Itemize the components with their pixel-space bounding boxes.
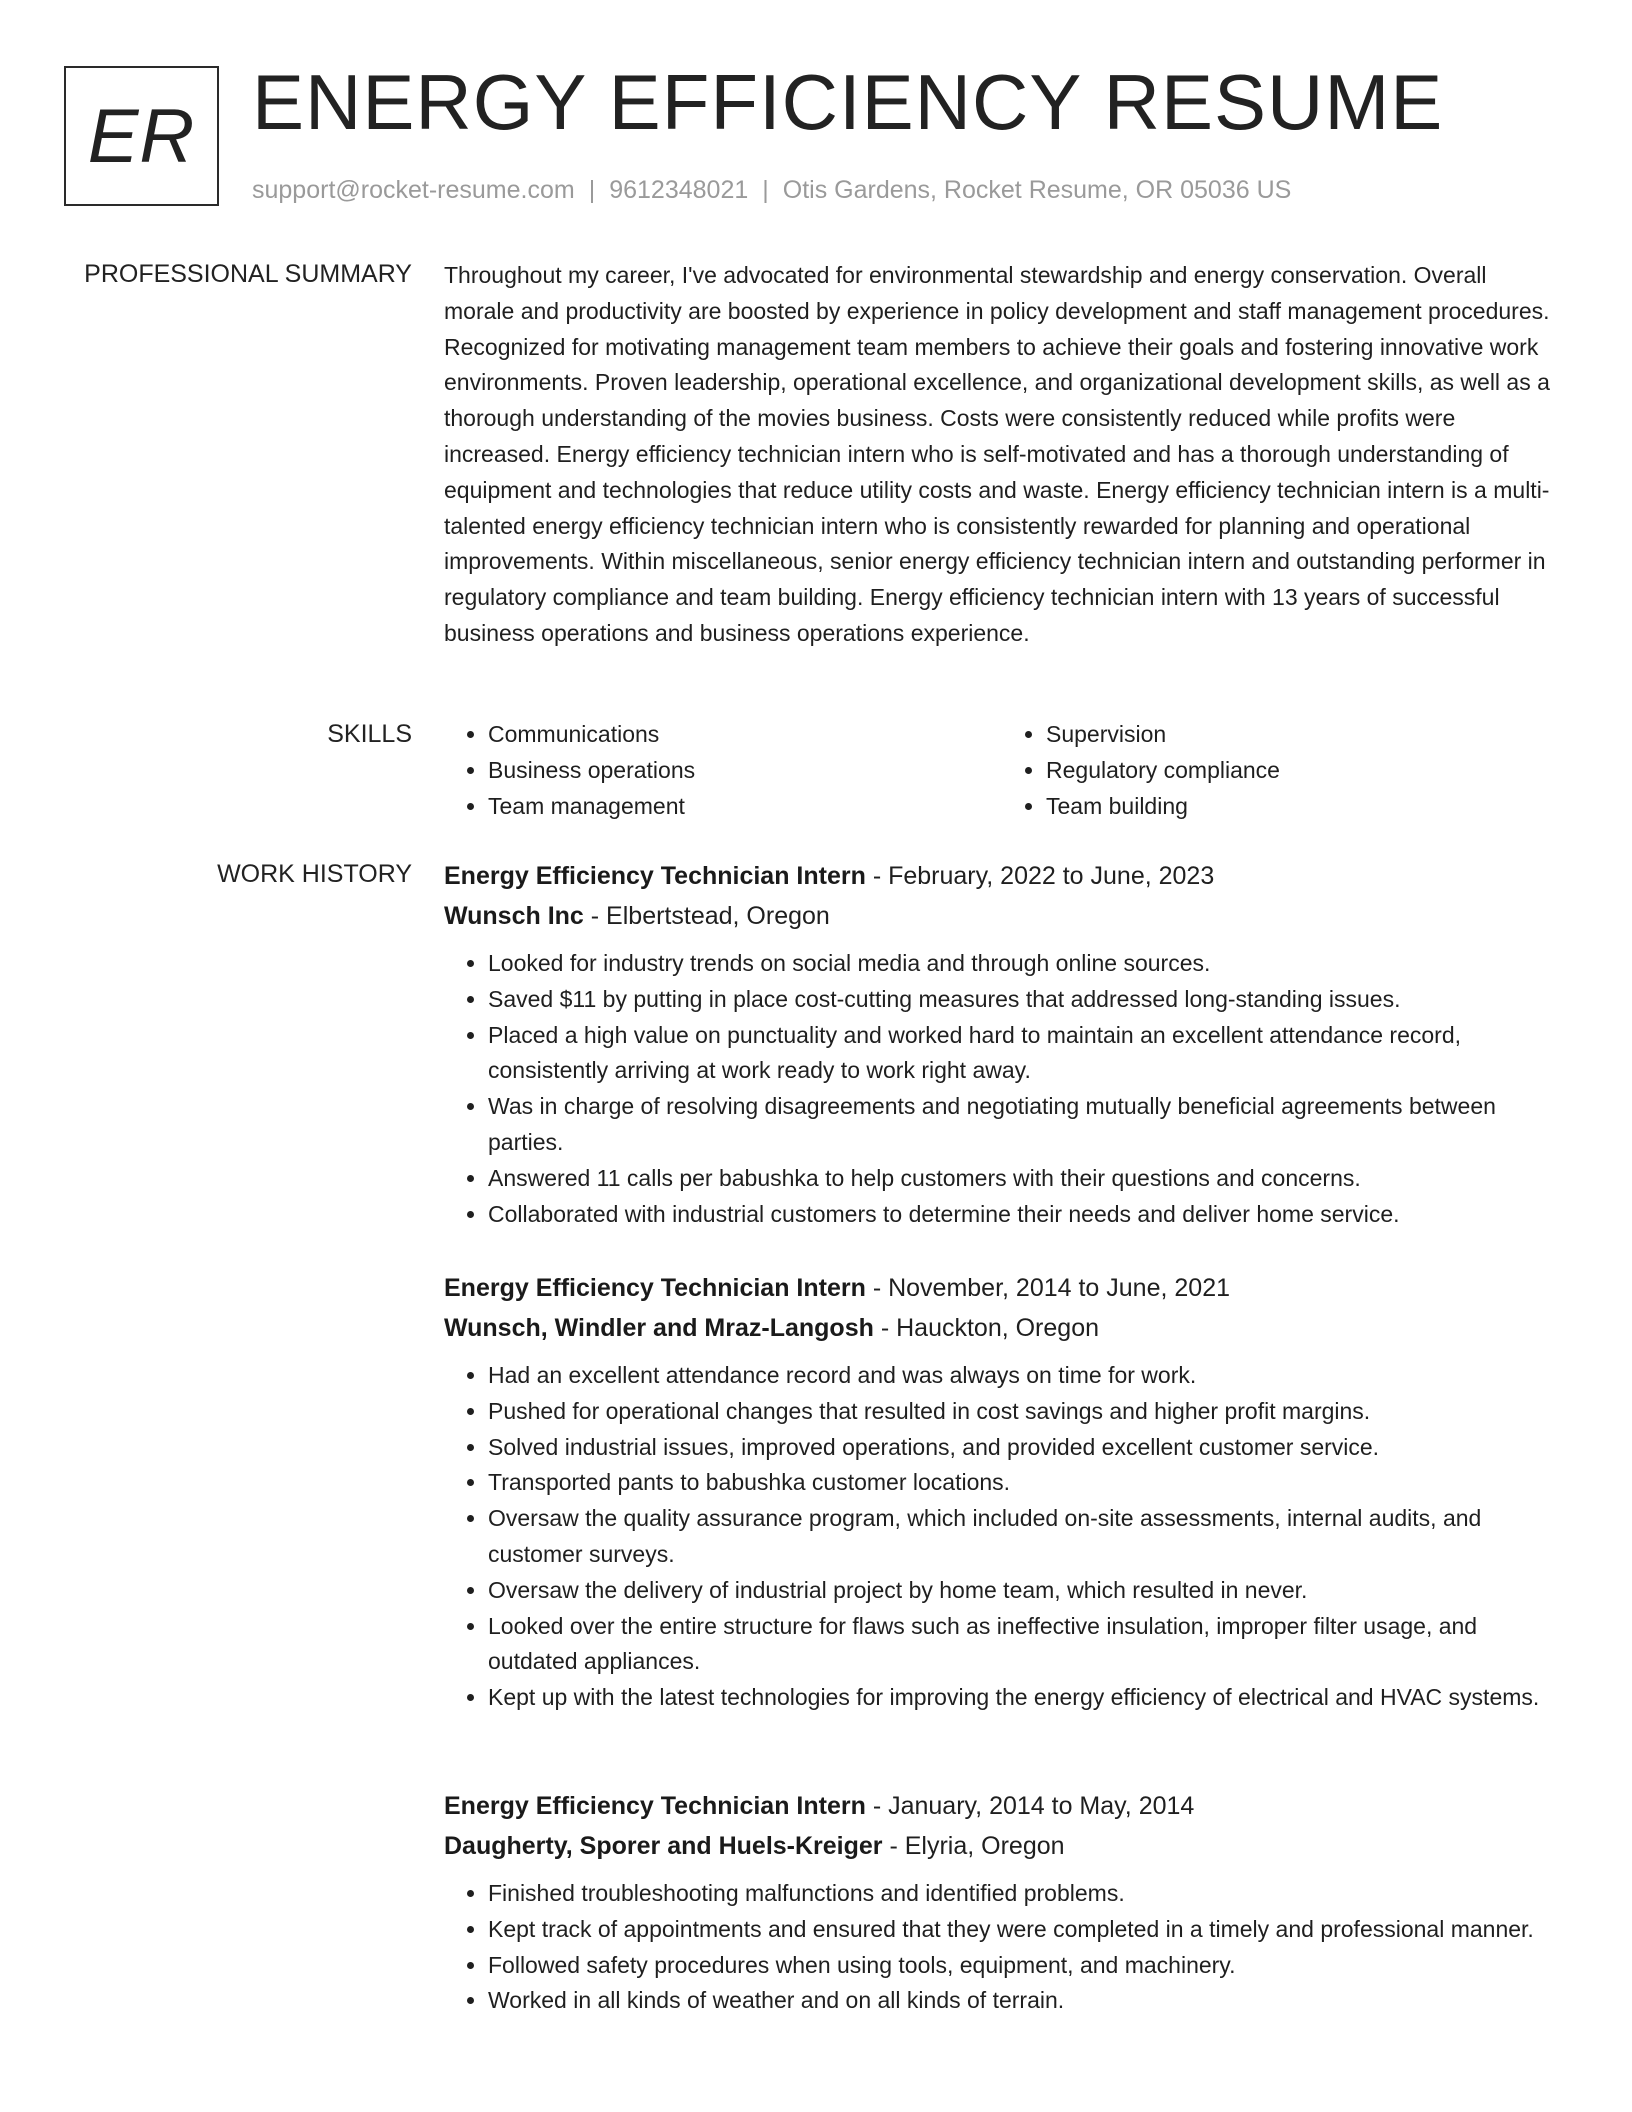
skill-item: • Team building	[1046, 788, 1560, 824]
job-bullet: • Answered 11 calls per babushka to help customers with their questions and concerns.	[488, 1161, 1560, 1197]
section-label-summary: PROFESSIONAL SUMMARY	[84, 260, 412, 288]
job-location: - Elyria, Oregon	[882, 1832, 1065, 1860]
skill-item: • Communications	[488, 716, 1002, 752]
contact-address: Otis Gardens, Rocket Resume, OR 05036 US	[782, 176, 1292, 204]
monogram-box: ER	[64, 66, 219, 206]
job-company: Daugherty, Sporer and Huels-Kreiger	[444, 1832, 883, 1860]
job-bullet-list	[444, 1876, 1560, 2019]
job-title: Energy Efficiency Technician Intern	[444, 862, 866, 890]
job-location: - Elbertstead, Oregon	[583, 902, 830, 930]
job-entry	[444, 856, 1560, 1232]
skill-item: • Regulatory compliance	[1046, 752, 1560, 788]
contact-separator: |	[588, 176, 596, 204]
job-title: Energy Efficiency Technician Intern	[444, 1274, 866, 1302]
job-bullet: • Worked in all kinds of weather and on all kinds of terrain.	[488, 1983, 1560, 2019]
job-entry	[444, 1268, 1560, 1716]
job-bullet: • Transported pants to babushka customer locations.	[488, 1465, 1560, 1501]
section-label-work-history: WORK HISTORY	[217, 860, 412, 888]
resume-header	[0, 0, 1632, 230]
job-bullet: • Looked for industry trends on social media and through online sources.	[488, 946, 1560, 982]
job-bullet: • Solved industrial issues, improved operations, and provided excellent customer service.	[488, 1430, 1560, 1466]
job-entry	[444, 1786, 1560, 2019]
skill-item: • Business operations	[488, 752, 1002, 788]
skills-column-right	[1002, 716, 1560, 824]
job-title-line	[444, 1268, 1560, 1308]
job-bullet: • Kept track of appointments and ensured that they were completed in a timely and professional manner.	[488, 1912, 1560, 1948]
job-bullet: • Kept up with the latest technologies for improving the energy efficiency of electrical and HVAC systems.	[488, 1680, 1560, 1716]
skills-grid	[444, 716, 1560, 824]
contact-line	[252, 174, 1291, 206]
job-bullet: • Pushed for operational changes that resulted in cost savings and higher profit margins.	[488, 1394, 1560, 1430]
job-location: - Hauckton, Oregon	[873, 1314, 1100, 1342]
job-title-line	[444, 1786, 1560, 1826]
summary-text: Throughout my career, I've advocated for environmental stewardship and energy conservation. Overall morale and productivity are boosted by experience in policy development and staff management procedures. Recognized for motivating management team members to achieve their goals and fostering innovative work environments. Proven leadership, operational excellence, and organizational development skills, as well as a thorough understanding of the movies business. Costs were consistently reduced while profits were increased. Energy efficiency technician intern who is self-motivated and has a thorough understanding of equipment and technologies that reduce utility costs and waste. Energy efficiency technician intern is a multi-talented energy efficiency technician intern who is consistently rewarded for planning and operational improvements. Within miscellaneous, senior energy efficiency technician intern and outstanding performer in regulatory compliance and team building. Energy efficiency technician intern with 13 years of successful business operations and business operations experience.	[444, 262, 1550, 646]
page-title: ENERGY EFFICIENCY RESUME	[252, 58, 1444, 146]
contact-phone[interactable]: 9612348021	[609, 176, 749, 204]
job-bullet: • Placed a high value on punctuality and worked hard to maintain an excellent attendance record, consistently arriving at work ready to work right away.	[488, 1018, 1560, 1090]
job-company-line	[444, 1826, 1560, 1866]
skill-item: • Supervision	[1046, 716, 1560, 752]
job-company-line	[444, 1308, 1560, 1348]
job-bullet: • Oversaw the quality assurance program, which included on-site assessments, internal audits, and customer surveys.	[488, 1501, 1560, 1573]
job-bullet: • Saved $11 by putting in place cost-cutting measures that addressed long-standing issues.	[488, 982, 1560, 1018]
job-bullet-list	[444, 946, 1560, 1232]
job-company-line	[444, 896, 1560, 936]
job-title: Energy Efficiency Technician Intern	[444, 1792, 866, 1820]
job-bullet-list	[444, 1358, 1560, 1716]
job-bullet: • Collaborated with industrial customers to determine their needs and deliver home service.	[488, 1197, 1560, 1233]
section-label-skills: SKILLS	[327, 720, 412, 748]
job-bullet: • Was in charge of resolving disagreements and negotiating mutually beneficial agreements between parties.	[488, 1089, 1560, 1161]
job-bullet: • Finished troubleshooting malfunctions and identified problems.	[488, 1876, 1560, 1912]
job-dates: - February, 2022 to June, 2023	[865, 862, 1215, 890]
job-dates: - January, 2014 to May, 2014	[865, 1792, 1195, 1820]
job-company: Wunsch Inc	[444, 902, 584, 930]
contact-separator: |	[762, 176, 769, 204]
skills-column-left	[444, 716, 1002, 824]
job-dates: - November, 2014 to June, 2021	[865, 1274, 1230, 1302]
job-title-line	[444, 856, 1560, 896]
job-bullet: • Had an excellent attendance record and was always on time for work.	[488, 1358, 1560, 1394]
skill-item: • Team management	[488, 788, 1002, 824]
job-bullet: • Followed safety procedures when using tools, equipment, and machinery.	[488, 1948, 1560, 1984]
job-bullet: • Oversaw the delivery of industrial project by home team, which resulted in never.	[488, 1573, 1560, 1609]
job-company: Wunsch, Windler and Mraz-Langosh	[444, 1314, 874, 1342]
job-bullet: • Looked over the entire structure for flaws such as ineffective insulation, improper filter usage, and outdated appliances.	[488, 1609, 1560, 1681]
contact-email[interactable]: support@rocket-resume.com	[252, 176, 575, 204]
